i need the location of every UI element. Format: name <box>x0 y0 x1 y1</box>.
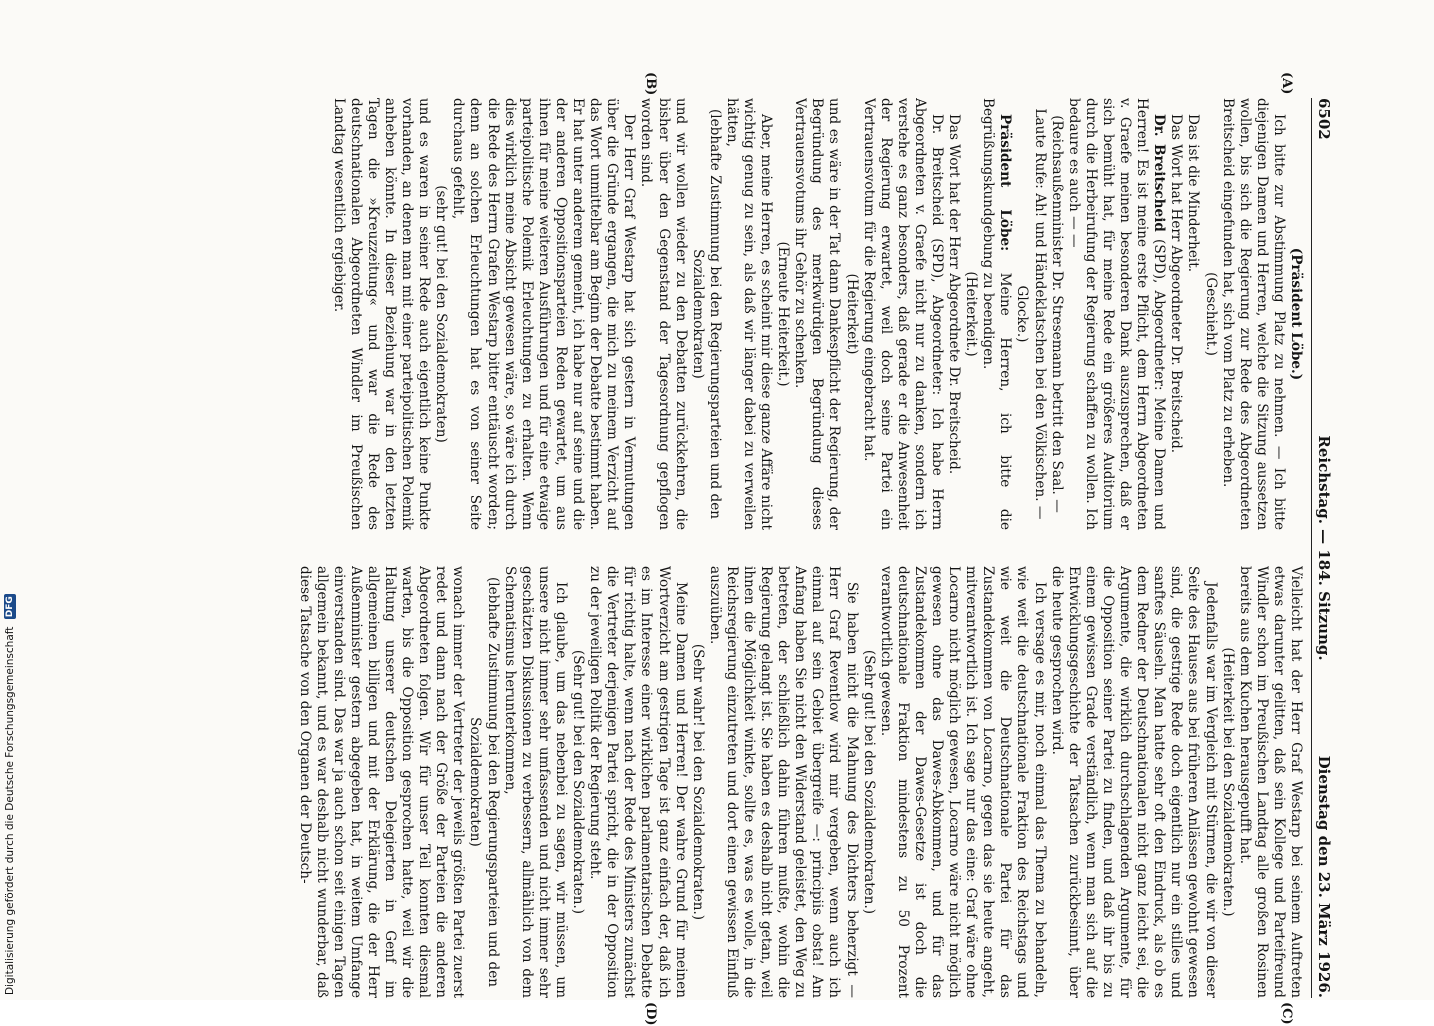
interjection: (Erneute Heiterkeit.) <box>775 241 792 387</box>
interjection: (Sehr wahr! bei den Sozialdemokraten.) <box>689 643 706 921</box>
header-date: Dienstag den 23. März 1926. <box>1315 755 1333 998</box>
header-title: Reichstag. — 184. Sitzung. <box>1315 435 1333 661</box>
speaker-name: Präsident Löbe: <box>997 114 1014 252</box>
paragraph: Sie haben nicht die Mahnung des Dichters beherzigt — Herr Graf Reventlow wird mir vergeben, wenn auch ich einmal auf sein Gebiet übergreife —: principiis obsta! Am Anfang haben Sie nicht den Widerstand geleistet, den Weg zu betreten, der schließlich dahin führen mußte, wohin die Regierung gelangt ist. Sie haben es deshalb nicht getan, weil ihnen die Möglichkeit winkte, sollte es, was es wolle, in die Reichsregierung einzutreten und dort einen gewissen Einfluß auszuüben. <box>706 566 860 998</box>
left-column <box>52 98 1304 530</box>
interjection: (Heiterkeit.) <box>963 271 980 357</box>
interjection: (Geschieht.) <box>1202 272 1219 356</box>
speaker-heading: (Präsident Löbe.) <box>1288 247 1304 381</box>
paragraph: und es waren in seiner Rede auch eigentlich keine Punkte vorhanden, an denen man mit einer parteipolitischen Polemik anheben könnte. In dieser Beziehung war in den letzten Tagen die »Kreuzzeitung« und war die Rede des deutschnationalen Abgeordneten Windler im Preußischen Landtag wesentlich ergiebiger. <box>330 98 433 530</box>
paragraph: Meine Damen und Herren! Der wahre Grund für meinen Wortverzicht am gestrigen Tage ist ganz einfach der, daß ich es im Interesse einer wirklichen parlamentarischen Debatte für richtig halte, wenn nach der Rede des Ministers zunächst die Vertreter derjenigen Partei spricht, die in der Opposition zu der jeweiligen Politik der Regierung steht. <box>587 566 689 998</box>
paragraph: Das ist die Minderheit. <box>1185 114 1202 273</box>
interjection: (Sehr gut! bei den Sozialdemokraten.) <box>570 649 587 915</box>
footer-text: Digitalisierung gefördert durch die Deutsche Forschungsgemeinschaft <box>4 626 16 995</box>
right-column <box>52 566 1304 998</box>
speaker-name: Dr. Breitscheid <box>1151 114 1168 232</box>
paragraph: Jedenfalls war im Vergleich mit Stürmen, die wir von dieser Seite des Hauses aus bei früheren Anlässen gewohnt gewesen sind, die gestrige Rede doch eigentlich nur ein stilles und sanftes Säuseln. Man hatte sehr oft den Eindruck, als ob es dem Redner der Deutschnationalen nicht ganz leicht sei, die Argumente, die wirklich durchschlagenden Argumente, für die Opposition seiner Partei zu finden, und daß ihr bis zu einem gewissen Grade verständlich, wenn man sich auf die Entwicklungsgeschichte der Tatsachen zurückbesinnt, über die heute gesprochen wird. <box>1048 566 1219 998</box>
interjection: (lebhafte Zustimmung bei den Regierungsparteien und den Sozialdemokraten) <box>689 108 723 520</box>
paragraph: Das Wort hat Herr Abgeordneter Dr. Breitscheid. <box>1168 114 1185 454</box>
paragraph: Aber, meine Herren, es scheint mir diese ganze Affäre nicht wichtig genug zu sein, als daß wir länger dabei zu verweilen hätten, <box>723 98 775 530</box>
margin-marker-b: (B) <box>643 72 658 96</box>
paragraph: Ich bitte zur Abstimmung Platz zu nehmen. — Ich bitte diejenigen Damen und Herren, welche die Sitzung aussetzen wollen, bis sich die Regierung zur Rede des Abgeordneten Breitscheid eingefunden hat, sich vom Platz zu erheben. <box>1219 98 1287 530</box>
newspaper-page <box>38 72 1338 1026</box>
paragraph: Vielleicht hat der Herr Graf Westarp bei seinem Auftreten etwas darunter gelitten, daß sein Kollege und Parteifreund Windler schon im Preußischen Landtag alle großen Rosinen bereits aus dem Kuchen herausgepufft hat. <box>1236 566 1304 998</box>
digitization-credit <box>2 555 20 995</box>
interjection: (sehr gut! bei den Sozialdemokraten) <box>433 185 450 443</box>
margin-marker-c: (C) <box>1279 1002 1294 1025</box>
interjection: (Sehr gut! bei den Sozialdemokraten.) <box>860 649 877 915</box>
interjection: (Reichsaußenminister Dr. Stresemann betritt den Saal. — Laute Rufe: Ah! und Händeklatschen bei den Völkischen. — Glocke.) <box>1014 108 1065 520</box>
paragraph: (SPD), Abgeordneter: Meine Damen und Herren! Es ist meine erste Pflicht, dem Herrn Abgeordneten v. Graefe meinen besonderen Dank auszusprechen, daß er sich bemüht hat, für meine Rede ein größeres Auditorium durch die Herbeirufung der Regierung schaffen zu wollen. Ich bedaure es auch — — <box>1065 98 1168 530</box>
paragraph: Das Wort hat der Herr Abgeordnete Dr. Breitscheid. <box>946 114 963 475</box>
paragraph: Ich glaube, um das nebenbei zu sagen, wir müssen, um unsere nicht immer sehr umfassenden und nicht immer sehr geschätzten Diskussionen zu verbessern, allmählich von dem Schematismus herunterkommen, <box>501 566 569 998</box>
paragraph: wonach immer der Vertreter der jeweils größten Partei zuerst redet und dann nach der Größe der Parteien die anderen Abgeordneten folgen. Wir für unser Teil konnten diesmal warten, bis die Opposition gesprochen hatte, weil wir die Haltung unserer deutschen Delegierten in Genf im allgemeinen billigen und mit der Erklärung, die der Herr Außenminister gestern abgegeben hat, in weitem Umfange einverstanden sind. Das war ja auch schon seit einigen Tagen allgemein bekannt, und es war deshalb nicht wunderbar, daß diese Tatsache von den Organen der Deutsch- <box>296 566 467 998</box>
paragraph: und es wäre in der Tat dann Dankespflicht der Regierung, der Begründung des merkwürdigen Begründung dieses Vertrauensvotums ihr Gehör zu schenken. <box>792 98 843 530</box>
interjection: (Heiterkeit bei den Sozialdemokraten.) <box>1219 647 1236 917</box>
page-number: 6502 <box>1315 98 1333 140</box>
page-header <box>1311 98 1338 998</box>
paragraph: Meine Herren, ich bitte die Begrüßungskundgebung zu beendigen. <box>980 98 1014 530</box>
interjection: (lebhafte Zustimmung bei den Regierungsparteien und den Sozialdemokraten) <box>467 576 501 988</box>
margin-marker-d: (D) <box>643 1002 658 1026</box>
paragraph: Der Herr Graf Westarp hat sich gestern in Vermutungen über die Gründe ergangen, die mich zu meinem Verzicht auf das Wort unmittelbar am Beginn der Debatte bestimmt haben. Er hat unter anderem gemeint, ich habe nur auf seine und die der anderen Oppositionsparteien Reden gewartet, um aus ihnen für meine weiteren Ausführungen und für eine etwaige parteipolitische Polemik Erleuchtungen zu erhalten. Wenn dies wirklich meine Absicht gewesen wäre, so wäre ich durch die Rede des Herrn Grafen Westarp bitter enttäuscht worden; denn an solchen Erleuchtungen hat es von seiner Seite durchaus gefehlt, <box>450 98 638 530</box>
paragraph: Dr. Breitscheid (SPD), Abgeordneter: Ich habe Herrn Abgeordneten v. Graefe nicht nur zu danken, sondern ich verstehe es ganz besonders, daß gerade er die Anwesenheit der Regierung erwartet, weil doch seine Partei ein Vertrauensvotum für die Regierung eingebracht hat. <box>860 98 946 530</box>
paragraph: und wir wollen wieder zu den Debatten zurückkehren, die bisher über den Gegenstand der Tagesordnung gepflogen worden sind. <box>638 98 689 530</box>
dfg-logo: DFG <box>5 596 15 618</box>
interjection: (Heiterkeit) <box>843 273 860 355</box>
margin-marker-a: (A) <box>1279 72 1294 95</box>
paragraph: Ich versage es mir, noch einmal das Thema zu behandeln, wie weit die deutschnationale Fraktion des Reichstags und wie weit die Deutschnationale Partei für das Zustandekommen von Locarno, gegen das sie heute angeht, mitverantwortlich ist. Ich sage nur das eine: Graf wäre ohne Locarno nicht möglich gewesen, Locarno wäre nicht möglich gewesen ohne das Dawes-Abkommen, und für das Zustandekommen der Dawes-Gesetze ist doch die deutschnationale Fraktion mindestens zu 50 Prozent verantwortlich gewesen. <box>877 566 1048 998</box>
